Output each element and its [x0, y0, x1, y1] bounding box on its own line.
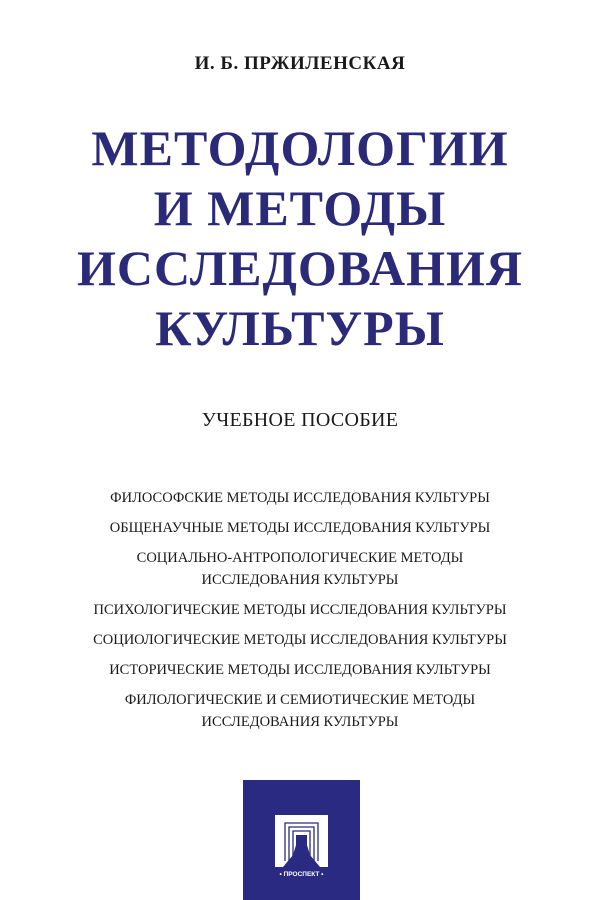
title-line: ИССЛЕДОВАНИЯ [77, 240, 523, 296]
publisher-name: • ПРОСПЕКТ • [279, 871, 324, 878]
topics-list [0, 487, 600, 741]
topic-item: ПСИХОЛОГИЧЕСКИЕ МЕТОДЫ ИССЛЕДОВАНИЯ КУЛЬТУРЫ [93, 602, 507, 618]
publisher-logo-box [243, 780, 360, 900]
topic-item: ОБЩЕНАУЧНЫЕ МЕТОДЫ ИССЛЕДОВАНИЯ КУЛЬТУРЫ [109, 520, 491, 536]
topic-item: СОЦИОЛОГИЧЕСКИЕ МЕТОДЫ ИССЛЕДОВАНИЯ КУЛЬТУРЫ [93, 632, 507, 648]
title-line: И МЕТОДЫ [153, 180, 447, 236]
book-title [0, 118, 600, 358]
subtitle: УЧЕБНОЕ ПОСОБИЕ [201, 409, 399, 431]
title-line: МЕТОДОЛОГИИ [91, 120, 509, 176]
publisher-logo-icon [275, 815, 328, 867]
topic-item: СОЦИАЛЬНО-АНТРОПОЛОГИЧЕСКИЕ МЕТОДЫ ИССЛЕДОВАНИЯ КУЛЬТУРЫ [136, 550, 464, 588]
title-line: КУЛЬТУРЫ [155, 300, 445, 356]
topic-item: ФИЛОЛОГИЧЕСКИЕ И СЕМИОТИЧЕСКИЕ МЕТОДЫ ИССЛЕДОВАНИЯ КУЛЬТУРЫ [124, 692, 476, 730]
topic-item: ФИЛОСОФСКИЕ МЕТОДЫ ИССЛЕДОВАНИЯ КУЛЬТУРЫ [110, 490, 490, 506]
topic-item: ИСТОРИЧЕСКИЕ МЕТОДЫ ИССЛЕДОВАНИЯ КУЛЬТУРЫ [109, 662, 491, 678]
author: И. Б. ПРЖИЛЕНСКАЯ [194, 53, 406, 74]
